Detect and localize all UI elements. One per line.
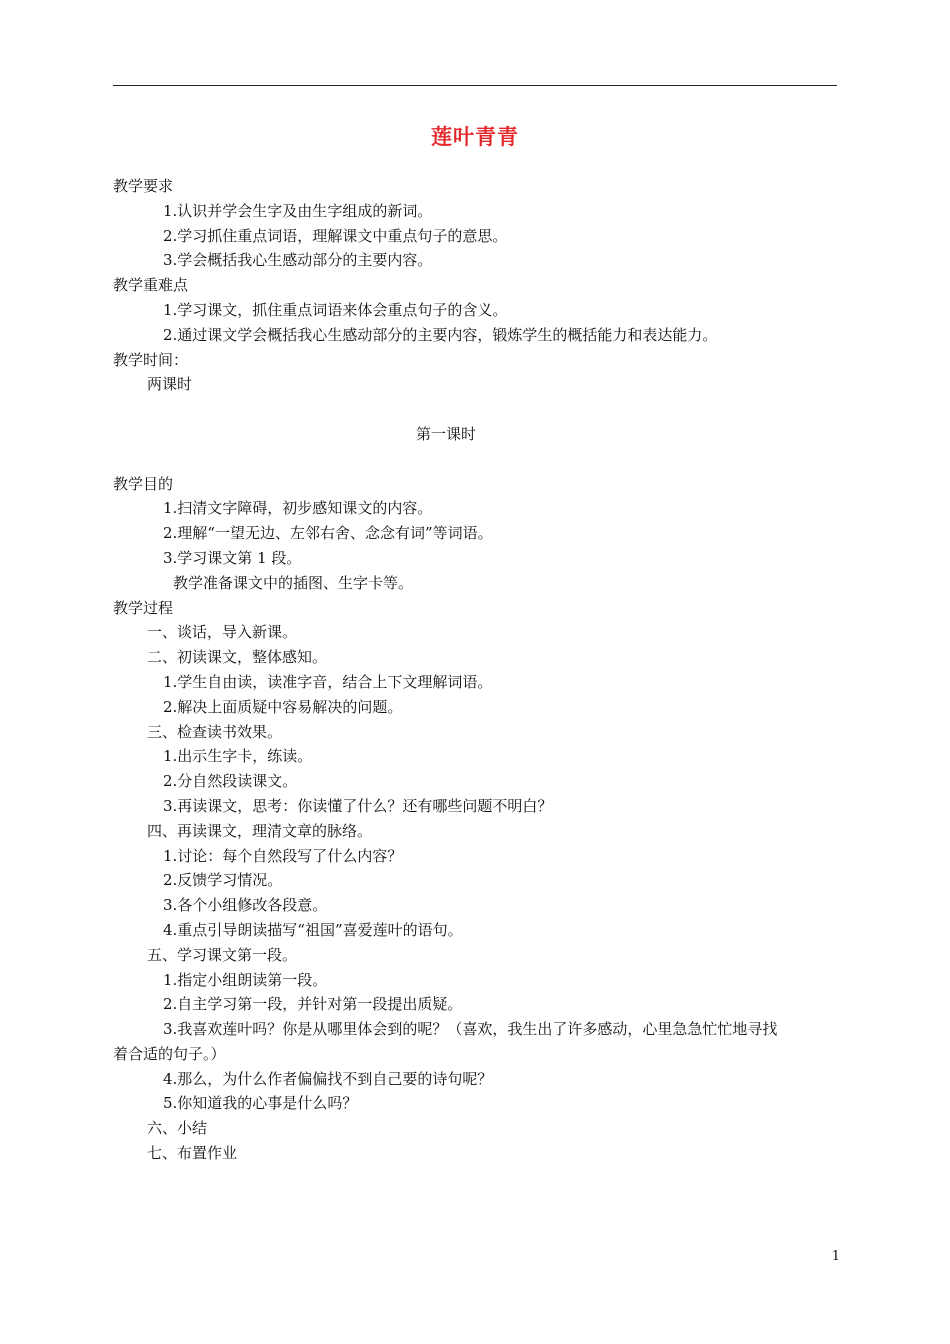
page-number: 1: [831, 1249, 840, 1264]
process-substep: 2.自主学习第一段，并针对第一段提出质疑。: [163, 995, 463, 1014]
requirement-item: 3.学会概括我心生感动部分的主要内容。: [163, 251, 433, 270]
goal-item: 1.扫清文字障碍，初步感知课文的内容。: [163, 499, 433, 518]
process-step: 二、初读课文，整体感知。: [147, 648, 328, 667]
process-substep: 4.那么，为什么作者偏偏找不到自己要的诗句呢？: [163, 1069, 493, 1088]
process-step: 三、检查读书效果。: [147, 722, 283, 741]
process-step: 五、学习课文第一段。: [147, 945, 298, 964]
process-substep: 4.重点引导朗读描写“祖国”喜爱莲叶的语句。: [163, 920, 463, 939]
spacer: [113, 397, 839, 422]
process-substep: 3.我喜欢莲叶吗？你是从哪里体会到的呢？（喜欢，我生出了许多感动，心里急急忙忙地寻找: [163, 1020, 778, 1039]
requirements-heading: 教学要求: [113, 177, 174, 195]
process-substep: 1.指定小组朗读第一段。: [163, 970, 328, 989]
key-point-item: 1.学习课文，抓住重点词语来体会重点句子的含义。: [163, 300, 508, 319]
time-value: 两课时: [147, 375, 193, 394]
header-rule: [113, 85, 837, 86]
process-substep: 3.各个小组修改各段意。: [163, 896, 328, 915]
requirement-item: 2.学习抓住重点词语，理解课文中重点句子的意思。: [163, 226, 508, 245]
process-step: 七、布置作业: [147, 1144, 238, 1163]
process-substep: 2.反馈学习情况。: [163, 871, 283, 890]
preparation-text: 教学准备课文中的插图、生字卡等。: [173, 573, 414, 592]
document-body: [113, 174, 839, 1166]
process-step: 四、再读课文，理清文章的脉络。: [147, 821, 373, 840]
document-title: 莲叶青青: [431, 124, 519, 149]
key-points-heading: 教学重难点: [113, 276, 189, 295]
spacer: [113, 447, 839, 472]
process-substep: 1.出示生字卡，练读。: [163, 747, 313, 766]
process-substep: 2.分自然段读课文。: [163, 772, 298, 791]
goals-heading: 教学目的: [113, 474, 174, 493]
process-substep: 5.你知道我的心事是什么吗？: [163, 1094, 358, 1113]
goal-item: 2.理解“一望无边、左邻右舍、念念有词”等词语。: [163, 524, 493, 543]
process-substep: 着合适的句子。）: [113, 1044, 226, 1063]
requirement-item: 1.认识并学会生字及由生字组成的新词。: [163, 201, 433, 220]
key-point-item: 2.通过课文学会概括我心生感动部分的主要内容，锻炼学生的概括能力和表达能力。: [163, 325, 718, 344]
process-substep: 1.讨论：每个自然段写了什么内容？: [163, 846, 403, 865]
lesson-heading: 第一课时: [415, 424, 476, 443]
time-heading: 教学时间：: [113, 350, 189, 369]
process-substep: 2.解决上面质疑中容易解决的问题。: [163, 697, 403, 716]
goal-item: 3.学习课文第 1 段。: [163, 548, 302, 567]
process-heading: 教学过程: [113, 598, 174, 617]
process-steps: [113, 620, 839, 1166]
process-step: 一、谈话，导入新课。: [147, 623, 298, 642]
process-substep: 1.学生自由读，读准字音，结合上下文理解词语。: [163, 672, 493, 691]
process-step: 六、小结: [147, 1119, 208, 1138]
process-substep: 3.再读课文，思考：你读懂了什么？还有哪些问题不明白？: [163, 796, 553, 815]
